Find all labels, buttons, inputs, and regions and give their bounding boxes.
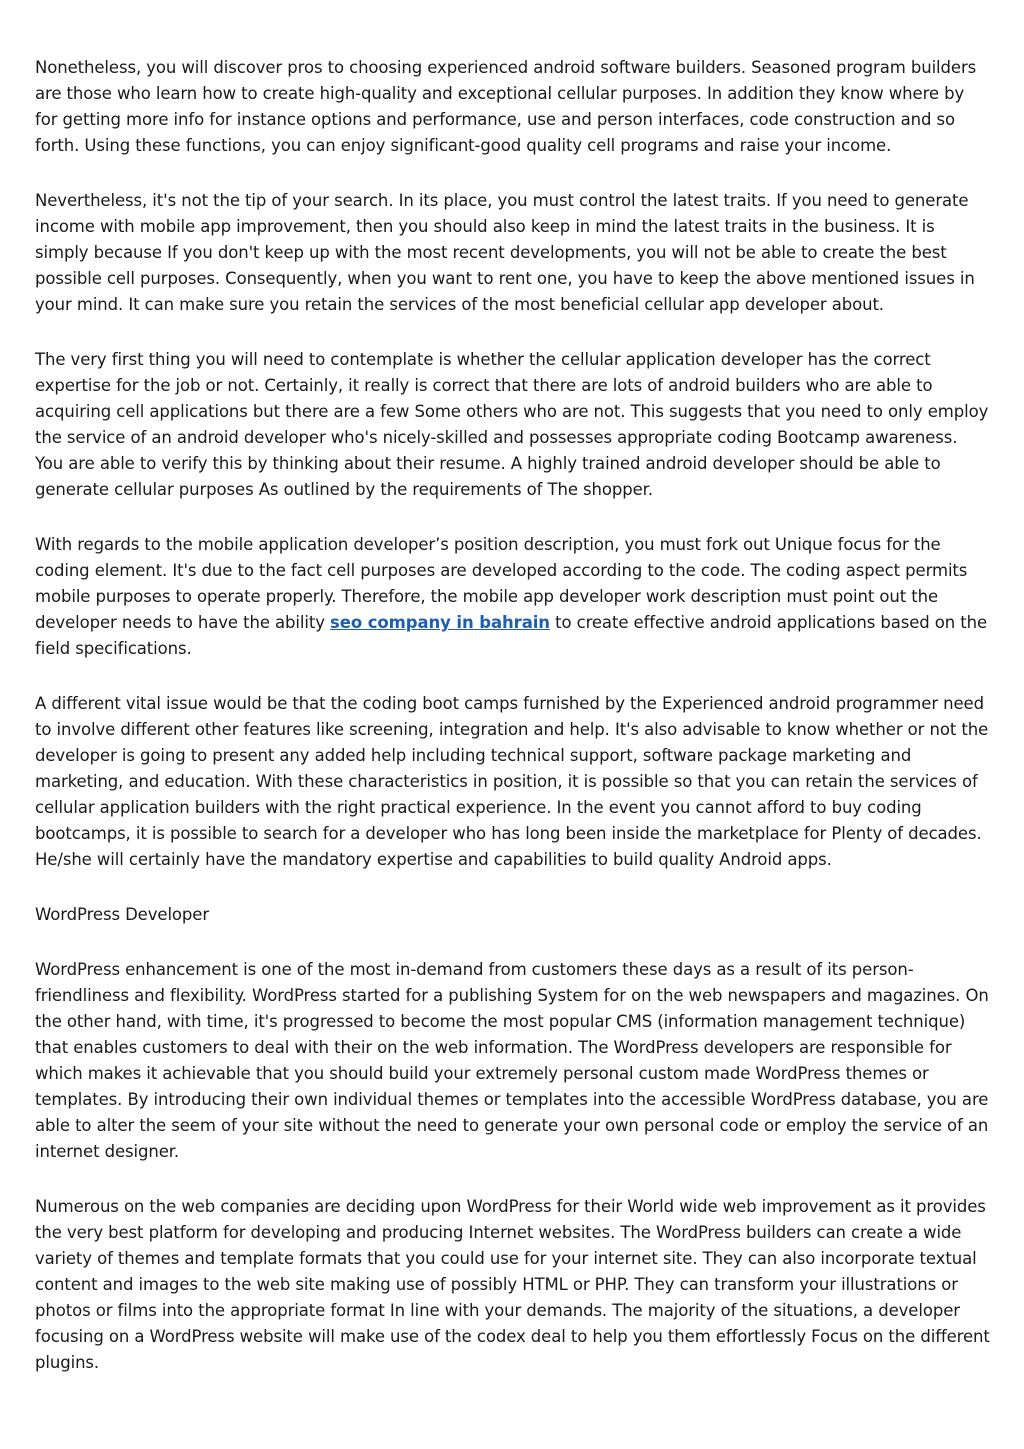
paragraph-4-text-after: to create effective android applications based on the field specifications. xyxy=(35,613,988,658)
paragraph-3: The very first thing you will need to contemplate is whether the cellular application developer has the correct expertise for the job or not. Certainly, it really is correct that there are lots of android builders who are able to acquiring cell applications but there are a few Some others who are not. This suggests that you need to only employ the service of an android developer who's nicely-skilled and possesses appropriate coding Bootcamp awareness. You are able to verify this by thinking about their resume. A highly trained android developer should be able to generate cellular purposes As outlined by the requirements of The shopper. xyxy=(35,350,989,499)
section-heading: WordPress Developer xyxy=(35,905,210,924)
paragraph-6: WordPress enhancement is one of the most in-demand from customers these days as a result of its person-friendliness and flexibility. WordPress started for a publishing System for on the web newspapers and magazines. On the other hand, with time, it's progressed to become the most popular CMS (information management technique) that enables customers to deal with their on the web information. The WordPress developers are responsible for which makes it achievable that you should build your extremely personal custom made WordPress themes or templates. By introducing their own individual themes or templates into the accessible WordPress database, you are able to alter the seem of your site without the need to generate your own personal code or employ the service of an internet designer. xyxy=(35,960,989,1161)
paragraph-5: A different vital issue would be that the coding boot camps furnished by the Experienced android programmer need to involve different other features like screening, integration and help. It's also advisable to know whether or not the developer is going to present any added help including technical support, software package marketing and marketing, and education. With these characteristics in position, it is possible so that you can retain the services of cellular application builders with the right practical experience. In the event you cannot afford to buy coding bootcamps, it is possible to search for a developer who has long been inside the marketplace for Plenty of decades. He/she will certainly have the mandatory expertise and capabilities to build quality Android apps. xyxy=(35,694,989,869)
paragraph-4 xyxy=(35,532,990,662)
paragraph-1: Nonetheless, you will discover pros to choosing experienced android software builders. Seasoned program builders are those who learn how to create high-quality and exceptional cellular purposes. In addition they know where by for getting more info for instance options and performance, use and person interfaces, code construction and so forth. Using these functions, you can enjoy significant-good quality cell programs and raise your income. xyxy=(35,58,977,155)
paragraph-7: Numerous on the web companies are deciding upon WordPress for their World wide web improvement as it provides the very best platform for developing and producing Internet websites. The WordPress builders can create a wide variety of themes and template formats that you could use for your internet site. They can also incorporate textual content and images to the web site making use of possibly HTML or PHP. They can transform your illustrations or photos or films into the appropriate format In line with your demands. The majority of the situations, a developer focusing on a WordPress website will make use of the codex deal to help you them effortlessly Focus on the different plugins. xyxy=(35,1197,990,1372)
paragraph-2: Nevertheless, it's not the tip of your search. In its place, you must control the latest traits. If you need to generate income with mobile app improvement, then you should also keep in mind the latest traits in the business. It is simply because If you don't keep up with the most recent developments, you will not be able to create the best possible cell purposes. Consequently, when you want to rent one, you have to keep the above mentioned issues in your mind. It can make sure you retain the services of the most beneficial cellular app developer about. xyxy=(35,191,975,314)
seo-company-link[interactable]: seo company in bahrain xyxy=(330,613,550,632)
paragraph-4-text-before: With regards to the mobile application developer’s position description, you must fork out Unique focus for the coding element. It's due to the fact cell purposes are developed according to the code. The coding aspect permits mobile purposes to operate properly. Therefore, the mobile app developer work description must point out the developer needs to have the ability xyxy=(35,535,968,632)
